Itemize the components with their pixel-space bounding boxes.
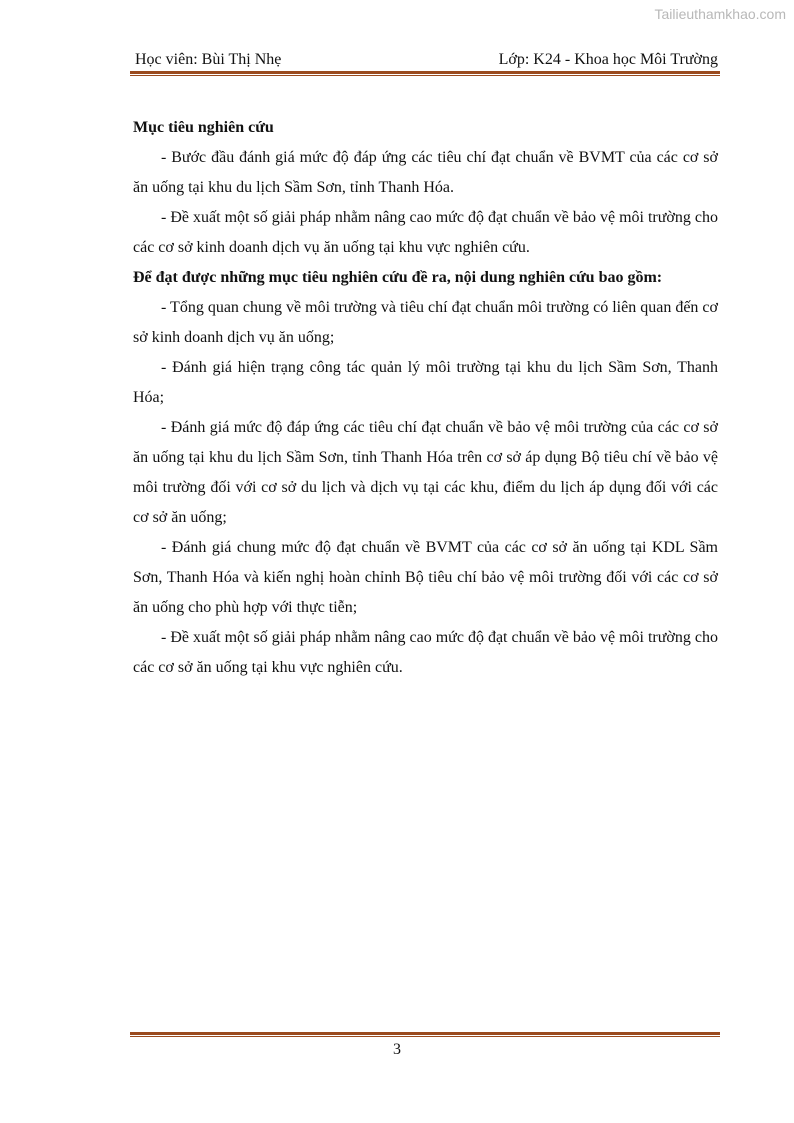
page-header: [133, 50, 718, 70]
content-item: - Đánh giá mức độ đáp ứng các tiêu chí đạt chuẩn về bảo vệ môi trường của các cơ sở ăn uống tại khu du lịch Sầm Sơn, tỉnh Thanh Hóa trên cơ sở áp dụng Bộ tiêu chí về bảo vệ môi trường đối với cơ sở du lịch và dịch vụ tại các khu, điểm du lịch áp dụng đối với các cơ sở ăn uống;: [133, 419, 718, 526]
content-item: - Đánh giá hiện trạng công tác quản lý môi trường tại khu du lịch Sầm Sơn, Thanh Hóa;: [133, 359, 718, 406]
content-item: - Tổng quan chung về môi trường và tiêu chí đạt chuẩn môi trường có liên quan đến cơ sở kinh doanh dịch vụ ăn uống;: [133, 299, 718, 346]
page-body: [133, 113, 718, 683]
watermark: Tailieuthamkhao.com: [654, 6, 786, 22]
section-heading-objectives: Mục tiêu nghiên cứu: [133, 119, 274, 136]
section-heading-contents: Để đạt được những mục tiêu nghiên cứu đề ra, nội dung nghiên cứu bao gồm:: [133, 269, 663, 286]
header-class: Lớp: K24 - Khoa học Môi Trường: [498, 51, 718, 68]
content-item: - Đề xuất một số giải pháp nhằm nâng cao mức độ đạt chuẩn về bảo vệ môi trường cho các cơ sở ăn uống tại khu vực nghiên cứu.: [133, 629, 718, 676]
content-item: - Đánh giá chung mức độ đạt chuẩn về BVMT của các cơ sở ăn uống tại KDL Sầm Sơn, Thanh Hóa và kiến nghị hoàn chỉnh Bộ tiêu chí bảo vệ môi trường đối với các cơ sở ăn uống cho phù hợp với thực tiễn;: [133, 539, 718, 616]
objective-item: - Bước đầu đánh giá mức độ đáp ứng các tiêu chí đạt chuẩn về BVMT của các cơ sở ăn uống tại khu du lịch Sầm Sơn, tỉnh Thanh Hóa.: [133, 149, 718, 196]
page-number: 3: [393, 1041, 401, 1058]
objective-item: - Đề xuất một số giải pháp nhằm nâng cao mức độ đạt chuẩn về bảo vệ môi trường cho các cơ sở kinh doanh dịch vụ ăn uống tại khu vực nghiên cứu.: [133, 209, 718, 256]
header-student: Học viên: Bùi Thị Nhẹ: [135, 51, 282, 68]
footer-rule: [130, 1032, 720, 1037]
header-rule: [130, 71, 720, 76]
